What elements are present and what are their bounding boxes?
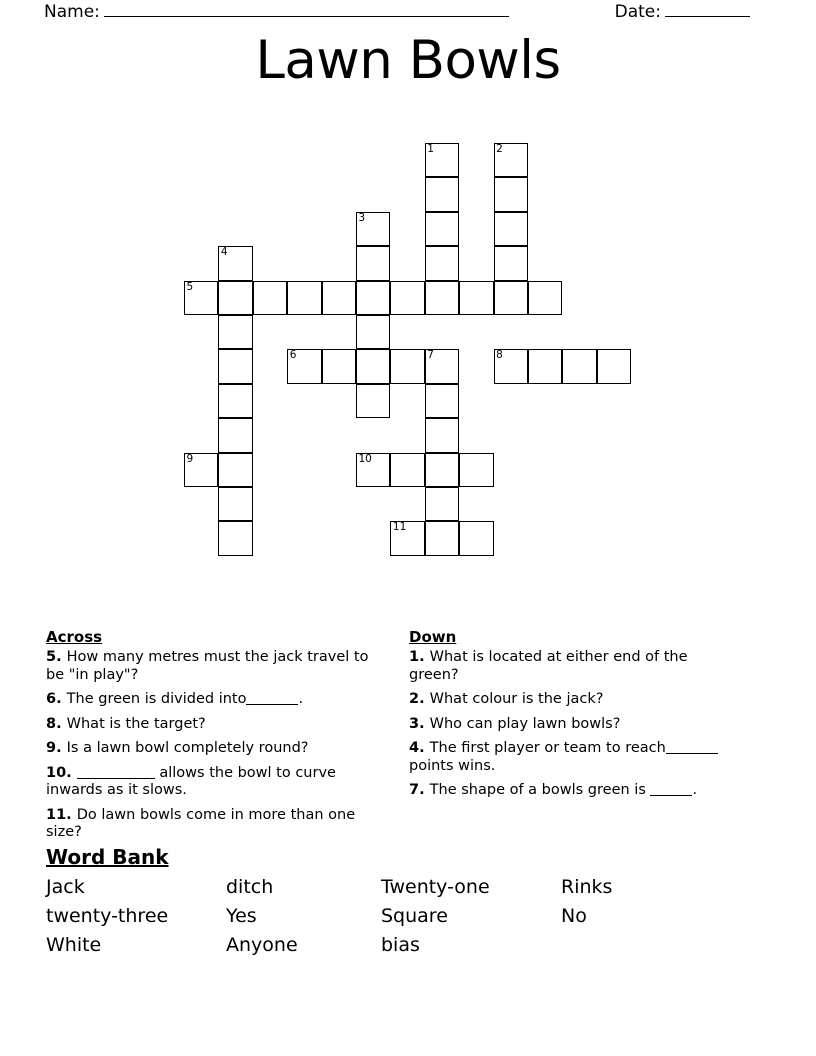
down-clue-list [409,649,734,800]
grid-cell-numbered[interactable] [287,349,321,383]
grid-cell[interactable] [425,521,459,555]
grid-cell-numbered[interactable] [218,246,252,280]
across-clue-number: 9. [46,740,67,756]
across-clue-text: What is the target? [66,715,206,732]
grid-cell[interactable] [218,349,252,383]
across-heading: Across [46,628,103,646]
down-clue-number: 1. [409,649,430,665]
down-clue-blank[interactable] [650,783,692,796]
down-clue-text-tail: points wins. [409,757,496,774]
grid-cell[interactable] [459,521,493,555]
grid-cell[interactable] [425,453,459,487]
grid-cell[interactable] [356,315,390,349]
word-bank-word[interactable]: No [561,905,587,927]
grid-cell[interactable] [356,349,390,383]
grid-cell-numbered[interactable] [494,349,528,383]
word-bank-word[interactable]: Yes [226,905,257,927]
grid-cell-number: 8 [496,349,503,362]
grid-cell-number: 5 [186,280,194,293]
grid-cell-number: 1 [427,143,434,155]
grid-cell-number: 4 [220,246,228,259]
across-clue-text-tail: . [298,691,304,707]
across-clue [46,691,386,709]
grid-cell-numbered[interactable] [494,143,528,177]
grid-cell[interactable] [459,453,493,487]
grid-cell[interactable] [528,349,562,383]
grid-cell[interactable] [425,177,459,211]
word-bank-heading: Word Bank [46,845,169,869]
grid-cell[interactable] [562,349,596,383]
word-bank-grid [46,873,776,960]
grid-cell[interactable] [218,453,252,487]
down-clue [409,740,734,775]
grid-cell[interactable] [494,281,528,315]
grid-cell-number: 11 [392,521,407,534]
page-title: Lawn Bowls [255,30,561,91]
grid-cell[interactable] [425,418,459,452]
down-clue-text: Who can play lawn bowls? [429,715,621,732]
down-clue-text: What colour is the jack? [429,691,604,707]
grid-cell[interactable] [494,177,528,211]
word-bank-word[interactable]: twenty-three [46,905,169,927]
word-bank-word[interactable]: White [46,934,102,956]
across-clue-text: How many metres must the jack travel to be "in play"? [46,649,369,683]
down-clue-text: The first player or team to reach [429,740,666,756]
across-clue-text: Do lawn bowls come in more than one size? [46,806,356,840]
down-clue-number: 2. [409,691,430,707]
grid-cell[interactable] [494,212,528,246]
down-clue-number: 3. [409,715,430,732]
down-heading: Down [409,628,457,646]
down-clue [409,649,734,684]
grid-cell[interactable] [356,384,390,418]
grid-cell-number: 7 [427,349,434,362]
grid-cell[interactable] [218,418,252,452]
across-clue [46,716,386,734]
grid-cell[interactable] [253,281,287,315]
grid-cell[interactable] [287,281,321,315]
grid-cell[interactable] [425,281,459,315]
word-bank-word[interactable]: ditch [226,876,274,898]
grid-cell[interactable] [218,384,252,418]
grid-cell[interactable] [218,315,252,349]
word-bank-word[interactable]: Rinks [561,876,613,898]
down-clue-text: The shape of a bowls green is [429,782,651,798]
grid-cell[interactable] [322,281,356,315]
grid-cell[interactable] [425,246,459,280]
grid-cell[interactable] [459,281,493,315]
grid-cell-numbered[interactable] [184,453,218,487]
word-bank-word[interactable]: Anyone [226,934,298,956]
grid-cell-number: 10 [358,452,372,465]
grid-cell[interactable] [218,487,252,521]
grid-cell[interactable] [425,212,459,246]
across-clue-number: 8. [46,715,67,732]
grid-cell[interactable] [322,349,356,383]
grid-cell[interactable] [528,281,562,315]
down-clue-blank[interactable] [666,741,718,754]
grid-cell[interactable] [390,349,424,383]
down-clue [409,691,734,709]
across-clue-number: 6. [46,691,67,707]
grid-cell[interactable] [425,384,459,418]
down-clue-text-tail: . [692,782,698,798]
word-bank-word[interactable]: bias [381,934,420,956]
grid-cell-numbered[interactable] [425,349,459,383]
grid-cell-number: 9 [186,452,194,465]
grid-cell-number: 6 [289,349,297,362]
grid-cell-numbered[interactable] [356,212,390,246]
across-column [46,628,386,849]
grid-cell[interactable] [218,281,252,315]
across-clue-blank[interactable] [246,692,298,705]
across-clue-text: Is a lawn bowl completely round? [66,740,309,756]
down-clue [409,782,734,800]
across-clue-number: 5. [46,649,67,665]
grid-cell[interactable] [356,281,390,315]
down-clue-number: 4. [409,740,430,756]
grid-cell[interactable] [425,487,459,521]
grid-cell[interactable] [390,453,424,487]
grid-cell[interactable] [390,281,424,315]
grid-cell-numbered[interactable] [356,453,390,487]
grid-cell-numbered[interactable] [425,143,459,177]
across-clue [46,649,386,684]
word-bank-word[interactable]: Square [381,905,448,927]
grid-cell-numbered[interactable] [184,281,218,315]
across-clue [46,765,386,800]
across-clue-number: 11. [46,806,77,823]
across-clue-text-tail: allows the bowl to curve inwards as it slows. [46,764,336,798]
word-bank-word[interactable]: Jack [46,876,85,898]
across-clue-number: 10. [46,764,77,781]
word-bank [46,845,776,960]
down-clue-number: 7. [409,782,430,798]
grid-cell-number: 3 [358,211,366,224]
word-bank-word[interactable]: Twenty-one [381,876,490,898]
grid-cell[interactable] [597,349,631,383]
grid-cell[interactable] [494,246,528,280]
grid-cell[interactable] [356,246,390,280]
across-clue [46,740,386,758]
down-column [409,628,734,807]
grid-cell[interactable] [218,521,252,555]
across-clue-text: The green is divided into [66,691,247,707]
word-bank-empty [561,931,701,960]
down-clue [409,716,734,734]
name-label: Name: [44,2,100,22]
grid-cell-numbered[interactable] [390,521,424,555]
grid-cell-number: 2 [496,143,503,155]
across-clue-blank[interactable] [77,766,155,779]
across-clue-list [46,649,386,842]
date-label: Date: [614,2,661,22]
across-clue [46,807,386,842]
down-clue-text: What is located at either end of the green? [409,649,688,683]
